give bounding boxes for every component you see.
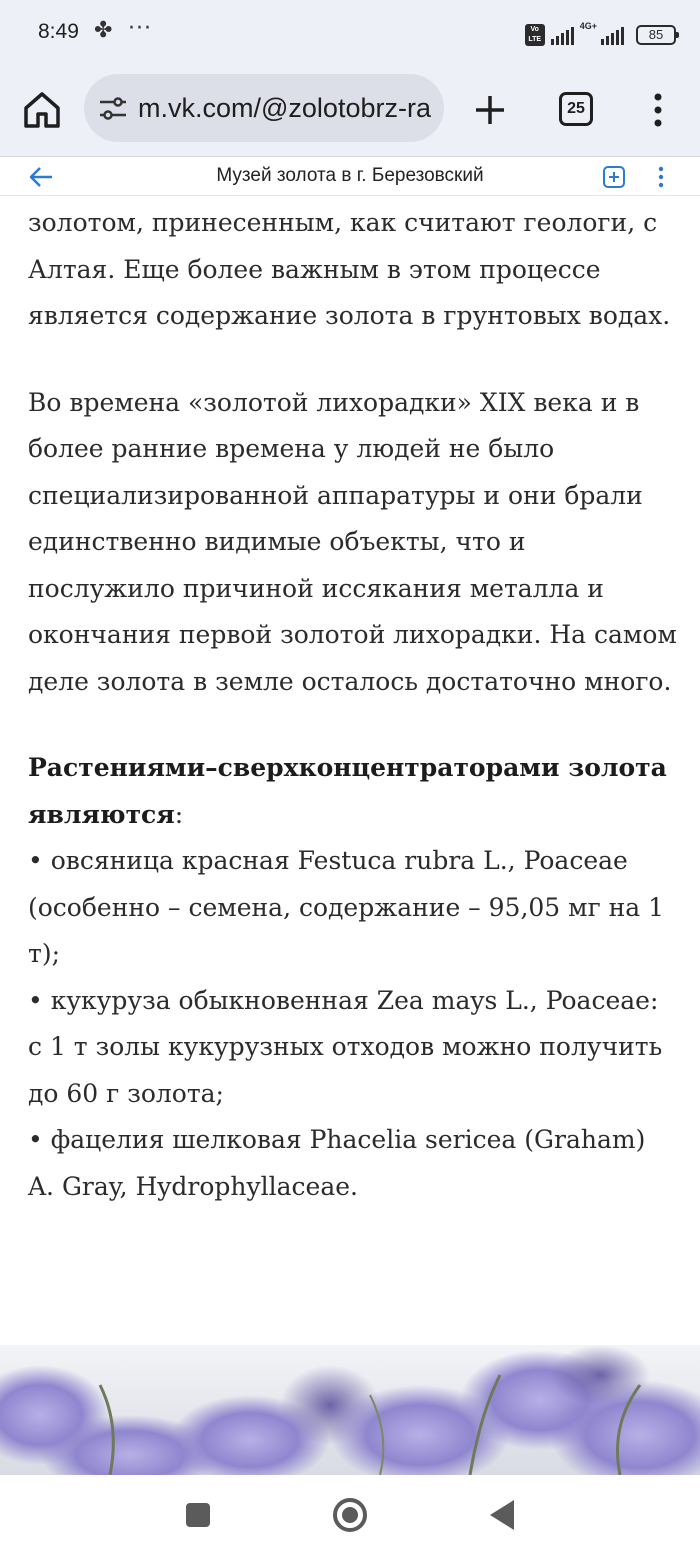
volte-label-top: Vo xyxy=(530,26,539,33)
battery-icon xyxy=(636,25,676,45)
plants-heading-colon: : xyxy=(174,799,184,829)
more-notifications-icon: ··· xyxy=(128,16,152,41)
plus-icon xyxy=(470,90,510,130)
status-time: 8:49 xyxy=(38,20,79,43)
system-navigation-bar xyxy=(0,1475,700,1556)
phacelia-flowers-image xyxy=(0,1345,700,1475)
article-title: Музей золота в г. Березовский xyxy=(216,165,484,186)
status-indicators xyxy=(525,22,676,48)
list-item: • фацелия шелковая Phacelia sericea (Graham) A. Gray, Hydrophyllaceae. xyxy=(28,1125,646,1201)
add-square-icon[interactable] xyxy=(602,165,626,189)
volte-label-bottom: LTE xyxy=(528,36,542,43)
tabs-counter-button[interactable]: 25 xyxy=(559,92,593,126)
plants-list xyxy=(28,745,678,1210)
home-icon xyxy=(20,88,64,132)
article-header xyxy=(0,156,700,196)
more-menu-button[interactable] xyxy=(648,90,668,130)
paragraph-2: Во времена «золотой лихорадки» XIX века и в более ранние времена у людей не было специализированной аппаратуры и они брали единственно видимые объекты, что и послужило причиной иссякания металла и окончания первой золотой лихорадки. На самом деле золота в земле осталось достаточно много. xyxy=(28,387,677,696)
pinwheel-icon: ✤ xyxy=(94,18,113,43)
home-nav-button[interactable] xyxy=(333,1498,367,1532)
browser-toolbar xyxy=(0,70,700,156)
network-type: 4G+ xyxy=(579,21,597,31)
list-item: • овсяница красная Festuca rubra L., Poaceae (особенно – семена, содержание – 95,05 мг на 1 т); xyxy=(28,846,665,968)
battery-level: 85 xyxy=(648,27,664,42)
recent-apps-button[interactable] xyxy=(186,1503,210,1527)
volte-icon xyxy=(525,24,545,46)
home-button[interactable] xyxy=(20,88,64,132)
paragraph-1: золотом, принесенным, как считают геологи, с Алтая. Еще более важным в этом процессе является содержание золота в грунтовых водах. xyxy=(28,208,671,330)
article-photo[interactable] xyxy=(0,1345,700,1475)
address-bar[interactable] xyxy=(84,74,444,142)
url-text[interactable]: m.vk.com/@zolotobrz-ra xyxy=(138,93,431,123)
status-bar xyxy=(0,0,700,70)
article-content xyxy=(28,196,678,1210)
tune-icon[interactable] xyxy=(98,96,128,122)
new-tab-button[interactable] xyxy=(470,90,510,130)
signal-2-icon xyxy=(601,25,624,45)
more-vert-icon xyxy=(648,90,668,130)
header-more-icon[interactable] xyxy=(654,165,668,189)
plants-heading-bold: Растениями–сверхконцентраторами золота являются xyxy=(28,753,667,829)
signal-icon xyxy=(551,25,574,45)
list-item: • кукуруза обыкновенная Zea mays L., Poaceae: с 1 т золы кукурузных отходов можно получить до 60 г золота; xyxy=(28,985,663,1108)
back-nav-button[interactable] xyxy=(490,1500,514,1530)
plants-heading xyxy=(28,745,678,838)
